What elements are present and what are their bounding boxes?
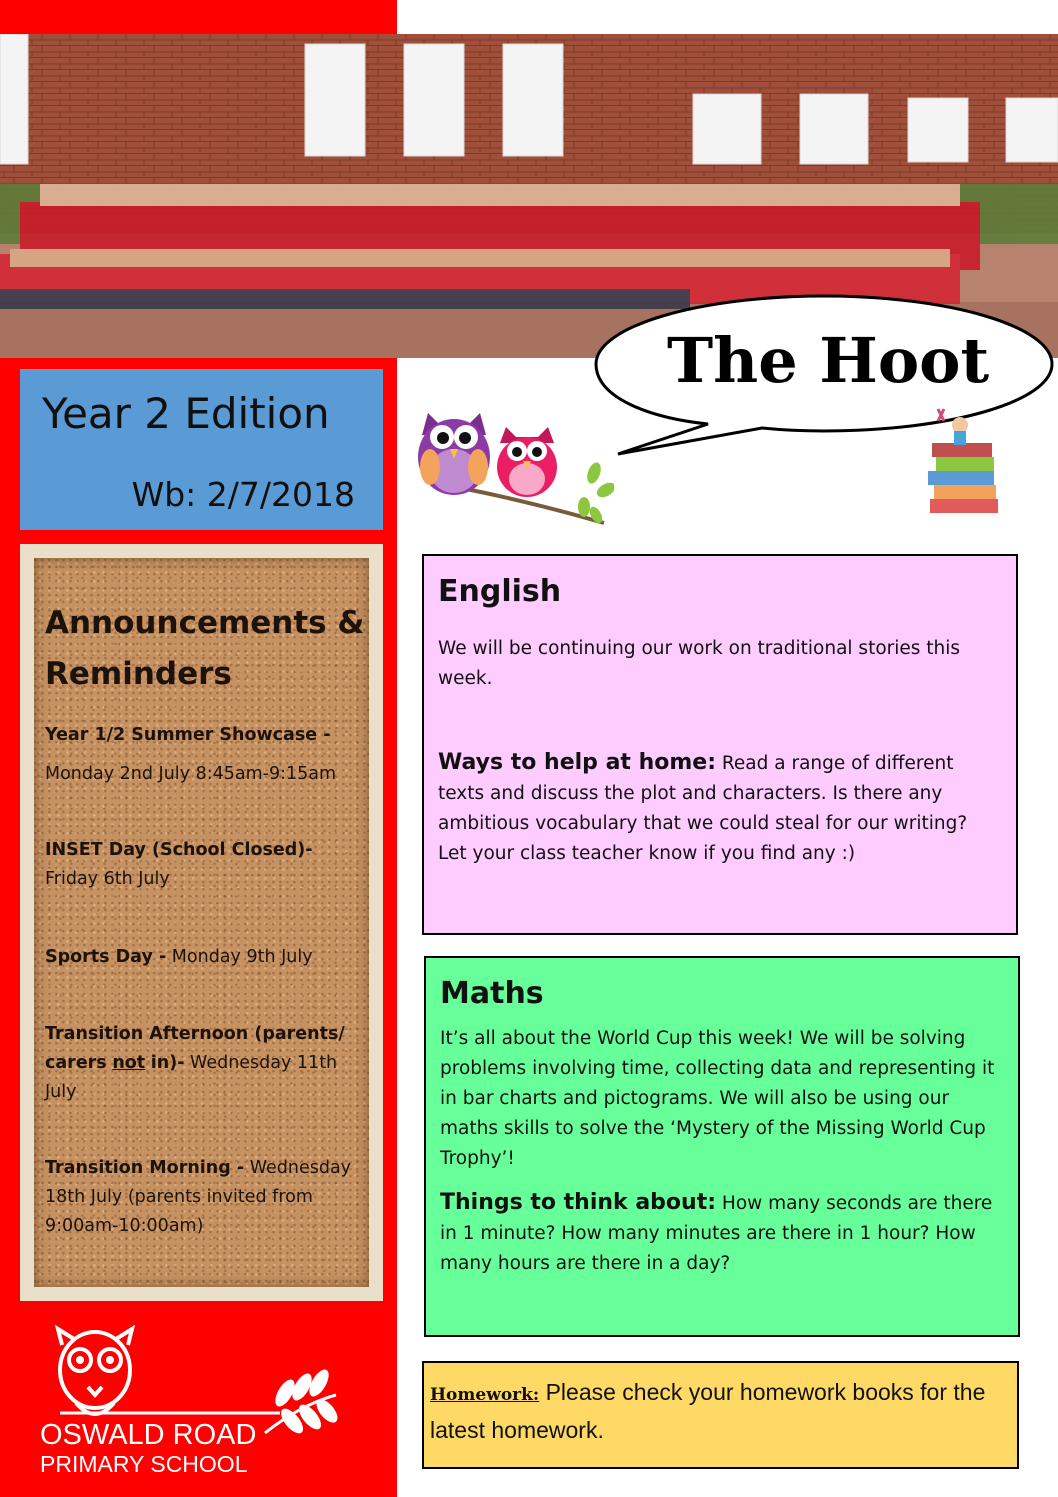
announcement-text: Monday 2nd July 8:45am-9:15am — [45, 764, 337, 784]
announcement-label: in)- — [150, 1053, 185, 1073]
announcement-emphasis: not — [112, 1053, 146, 1073]
announcement-item — [45, 943, 357, 972]
maths-intro: It’s all about the World Cup this week! We will be solving problems involving time, collecting data and representing it in bar charts and pictograms. We will also be using our maths skills to solve the ‘Mystery of the Missing World Cup Trophy’! — [440, 1028, 995, 1169]
edition-box — [20, 369, 383, 530]
english-help-text: Read a range of different texts and discuss the plot and characters. Is there any ambitious vocabulary that we could steal for our writing? Let your class teacher know if you find any :) — [438, 753, 968, 864]
announcement-label: Transition Morning - — [45, 1158, 245, 1178]
maths-think — [440, 1188, 1000, 1279]
edition-title: Year 2 Edition — [42, 389, 330, 438]
announcement-item — [45, 836, 357, 894]
owls-on-branch-icon — [414, 405, 614, 530]
english-help — [438, 748, 998, 869]
english-panel — [422, 554, 1018, 935]
maths-panel — [424, 956, 1020, 1337]
announcement-item — [45, 1020, 357, 1107]
announcement-text: Wednesday 11th July — [45, 1053, 338, 1102]
homework-text: Please check your homework books for the latest homework. — [430, 1379, 986, 1443]
announcement-label: Year 1/2 Summer Showcase - — [45, 725, 331, 745]
announcement-label: Sports Day - — [45, 947, 167, 967]
announcement-label: INSET Day (School Closed)- — [45, 840, 313, 860]
english-intro: We will be continuing our work on traditional stories this week. — [438, 638, 961, 689]
maths-think-label: Things to think about: — [440, 1190, 717, 1215]
maths-title: Maths — [440, 976, 544, 1011]
announcement-item — [45, 1154, 357, 1241]
books-stack-icon — [924, 403, 1004, 523]
announcement-label: Transition Afternoon (parents/ carers — [45, 1024, 345, 1073]
announcements-corkboard — [20, 544, 383, 1301]
announcement-item — [45, 721, 357, 784]
corkboard-surface — [34, 558, 369, 1287]
homework-label: Homework: — [430, 1385, 540, 1405]
english-title: English — [438, 574, 562, 609]
homework-text-block — [430, 1375, 1015, 1448]
newsletter-title: The Hoot — [667, 324, 990, 397]
edition-date: Wb: 2/7/2018 — [131, 475, 355, 514]
announcement-text: Wednesday 18th July (parents invited from 9:00am-10:00am) — [45, 1158, 352, 1236]
announcement-text: Friday 6th July — [45, 869, 170, 889]
maths-think-text: How many seconds are there in 1 minute? How many minutes are there in 1 hour? How many hours are there in a day? — [440, 1193, 993, 1274]
announcement-text: Monday 9th July — [171, 947, 313, 967]
school-name-line2: PRIMARY SCHOOL — [40, 1451, 248, 1477]
homework-panel — [422, 1361, 1019, 1469]
english-help-label: Ways to help at home: — [438, 750, 717, 775]
school-name-line1: OSWALD ROAD — [40, 1419, 257, 1451]
announcements-title: Announcements & Reminders — [45, 605, 365, 692]
